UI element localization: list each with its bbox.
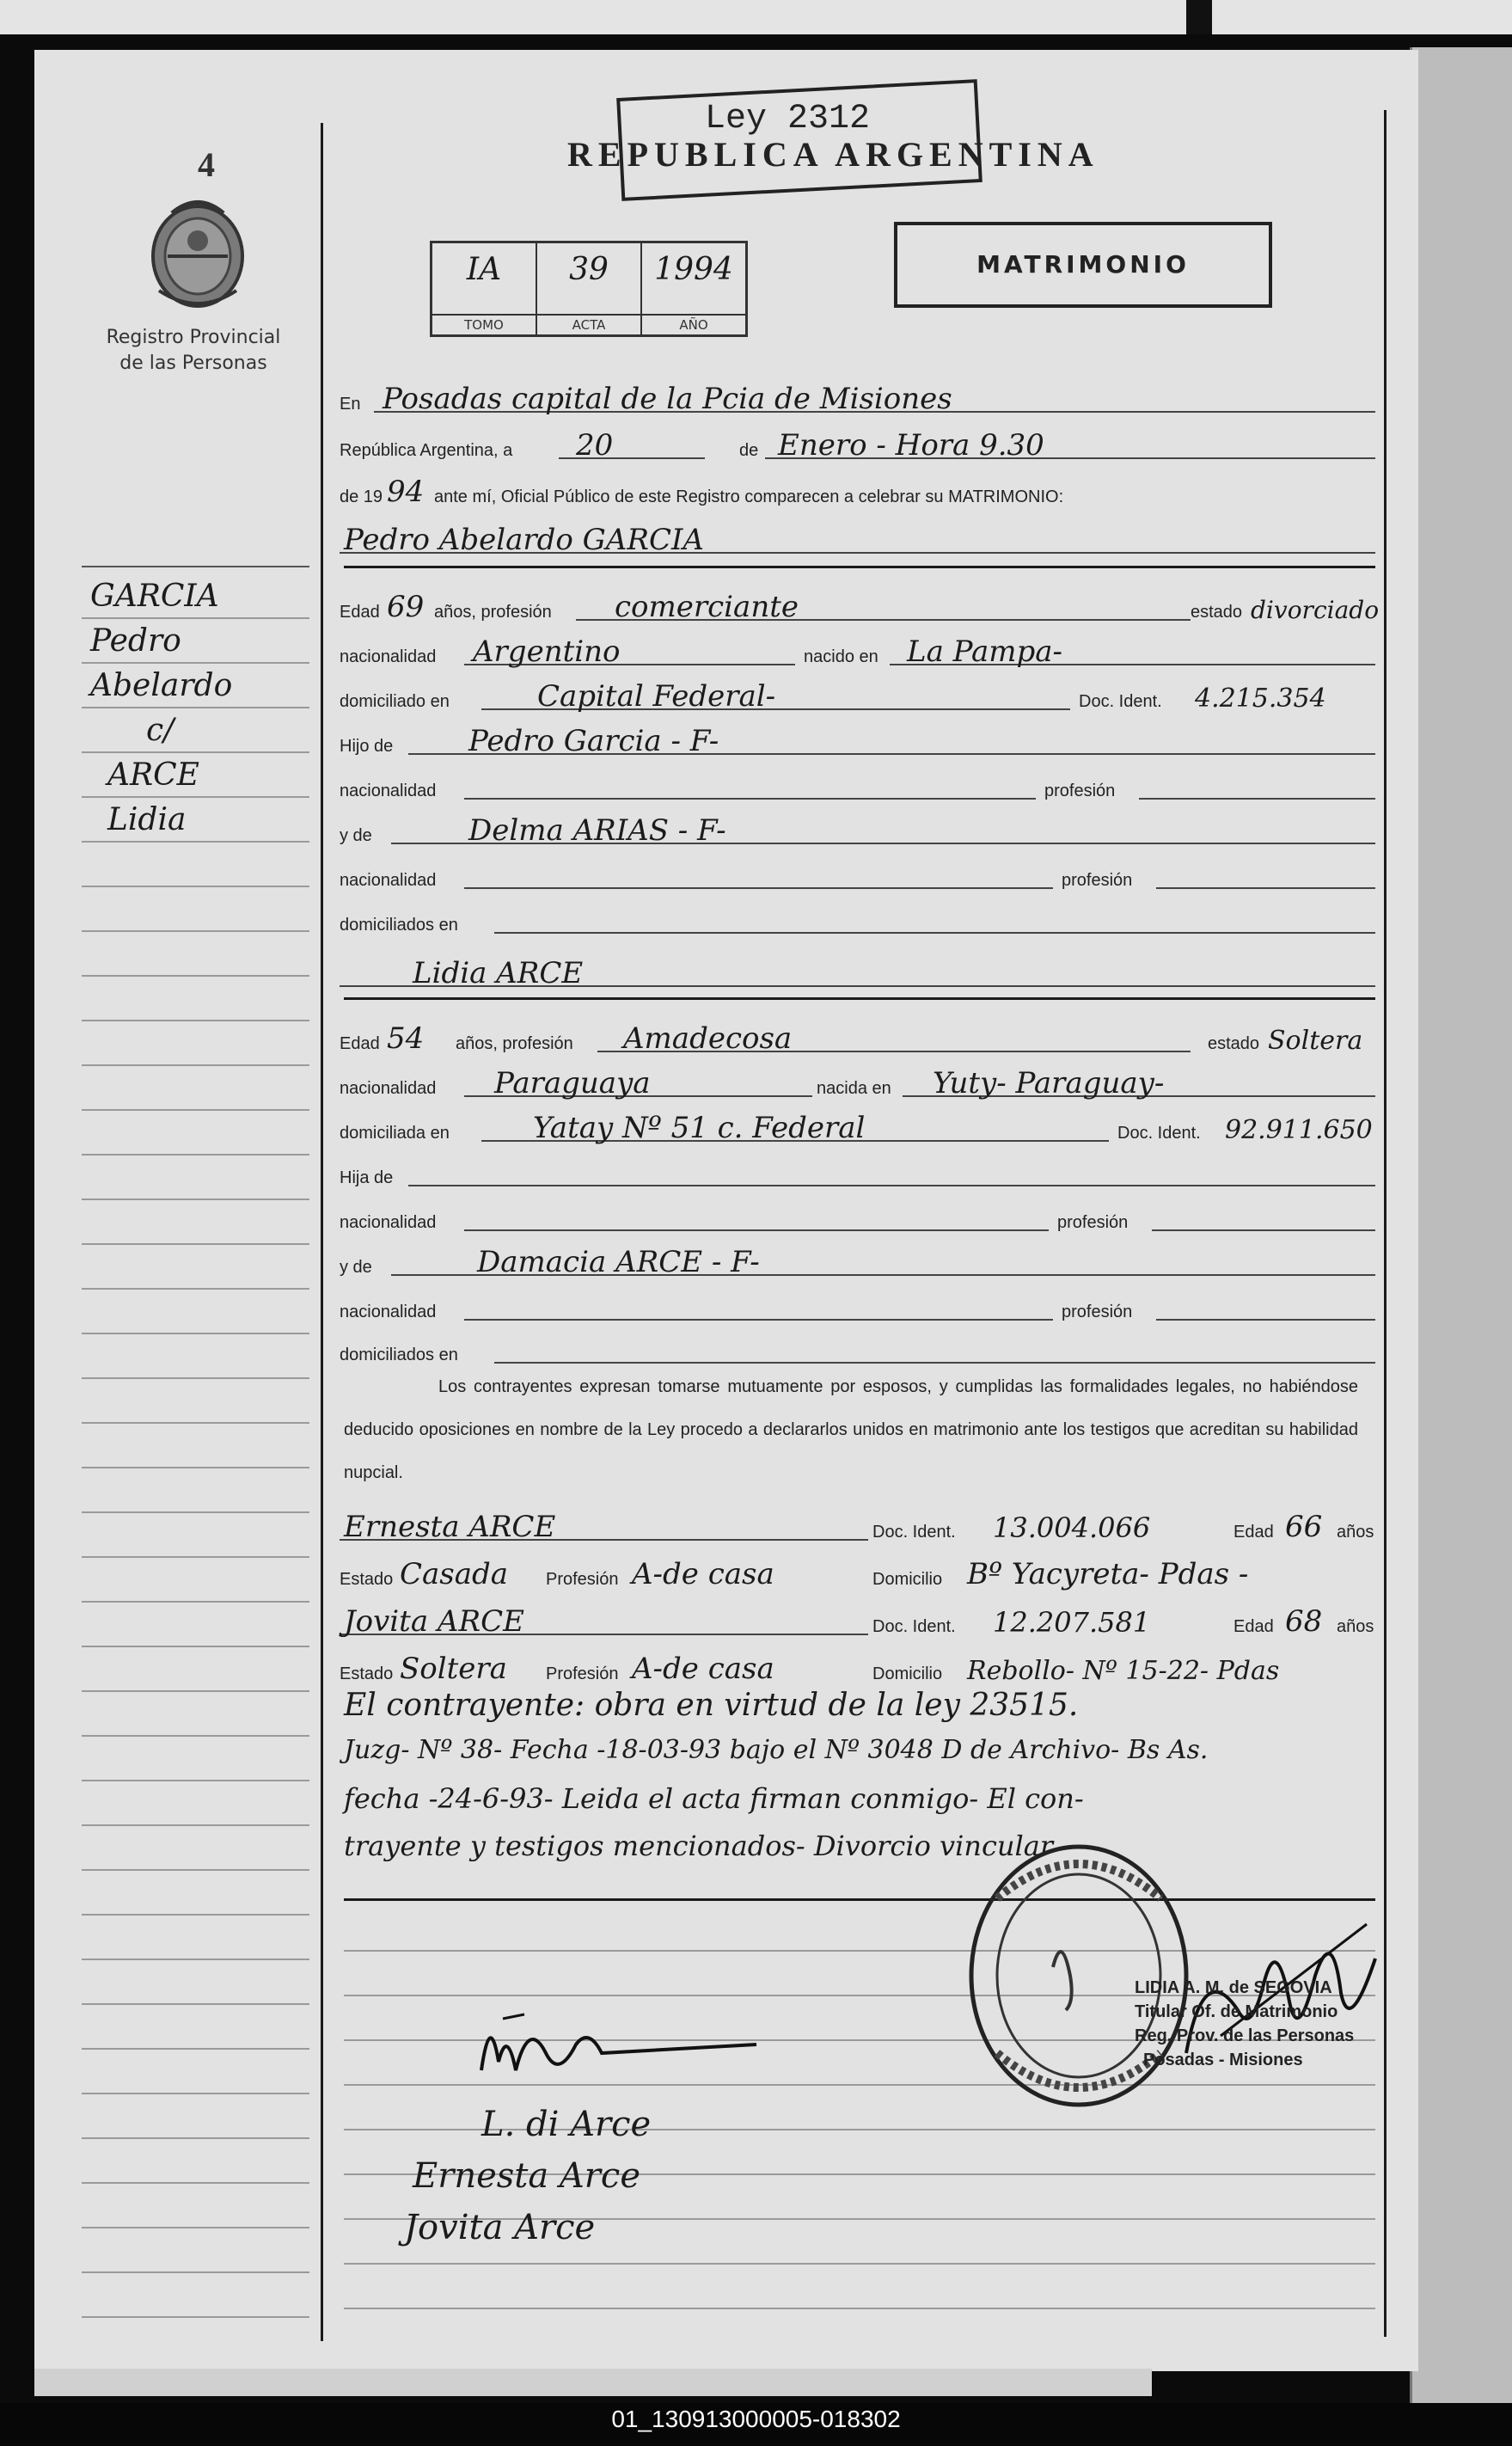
groom-doc: 4.215.354 <box>1195 684 1326 714</box>
page-edge-bottom <box>34 2369 1152 2396</box>
witness2-row <box>340 1597 1375 1640</box>
estado-label: Estado <box>340 1570 394 1589</box>
bride-age: 54 <box>387 1021 425 1056</box>
ceremony-day: 20 <box>576 428 614 463</box>
nacionalidad-label: nacionalidad <box>340 1303 437 1321</box>
official-city-line: Posadas - Misiones <box>1143 2051 1303 2069</box>
margin-rule-line <box>82 2316 309 2318</box>
bride-address: Yatay Nº 51 c. Federal <box>533 1111 866 1145</box>
nacionalidad-label: nacionalidad <box>340 1213 437 1232</box>
ano-label: AÑO <box>642 314 745 334</box>
appearance-statement: ante mí, Oficial Público de este Registro comparecen a celebrar su MATRIMONIO: <box>434 487 1064 506</box>
margin-rule-line <box>82 2003 309 2005</box>
margin-rule-line <box>82 2048 309 2050</box>
bride-doc: 92.911.650 <box>1225 1115 1373 1145</box>
margin-rule-line <box>82 1198 309 1200</box>
margin-name-line: c/ <box>146 713 174 748</box>
groom-address-row <box>340 672 1375 715</box>
groom-father: Pedro Garcia - F- <box>468 724 719 758</box>
bride-birthplace: Yuty- Paraguay- <box>933 1066 1165 1100</box>
doc-label: Doc. Ident. <box>872 1523 956 1542</box>
tomo-value: IA <box>466 252 502 287</box>
acta-value: 39 <box>569 252 609 287</box>
intro-place-row <box>340 375 1375 418</box>
margin-rule-line <box>82 662 309 664</box>
bride-father-nationality-row <box>340 1193 1375 1236</box>
file-identifier: 01_130913000005-018302 <box>611 2406 901 2432</box>
domicilio-label: Domicilio <box>872 1664 943 1683</box>
republic-title: REPUBLICA ARGENTINA <box>567 135 1099 174</box>
margin-rule-line <box>82 707 309 708</box>
margin-rule-line <box>82 1646 309 1647</box>
margin-rule-line <box>82 1467 309 1468</box>
hija-label: Hija de <box>340 1168 394 1187</box>
year-prefix: de 19 <box>340 487 383 506</box>
margin-rule-line <box>82 1869 309 1871</box>
witness1-status: Casada <box>400 1557 509 1591</box>
profesion-label: profesión <box>1062 871 1133 890</box>
margin-name-line: Pedro <box>90 623 181 659</box>
margin-rule-line <box>82 2227 309 2228</box>
note-line: trayente y testigos mencionados- Divorcio vincular <box>344 1830 1054 1862</box>
body-rule-line <box>344 2263 1375 2265</box>
groom-nationality: Argentino <box>473 634 621 669</box>
witness1-row <box>340 1503 1375 1546</box>
section-divider <box>344 997 1375 1000</box>
profesion-label: Profesión <box>546 1664 619 1683</box>
margin-rule <box>321 123 323 2341</box>
declaration-text: Los contrayentes expresan tomarse mutuamente por esposos, y cumplidas las formalidades legales, no habiéndose deducido oposiciones en nombre de la Ley procedo a declararlos unidos en matrimonio ante los testigos que acreditan su habilidad nupcial. <box>344 1377 1358 1482</box>
profesion-label: años, profesión <box>456 1034 573 1053</box>
groom-mother-row <box>340 806 1375 849</box>
margin-rule-line <box>82 2137 309 2139</box>
margin-divider <box>82 566 309 567</box>
witness1-name: Ernesta ARCE <box>344 1510 556 1544</box>
ceremony-place: Posadas capital de la Pcia de Misiones <box>383 382 952 416</box>
notes-divider <box>344 1898 1375 1901</box>
note-line: fecha -24-6-93- Leida el acta firman conmigo- El con- <box>344 1782 1084 1815</box>
en-label: En <box>340 395 361 414</box>
edad-label: Edad <box>340 1034 380 1053</box>
nacionalidad-label: nacionalidad <box>340 782 437 800</box>
bride-profession: Amadecosa <box>623 1021 793 1056</box>
profesion-label: profesión <box>1062 1303 1133 1321</box>
nacionalidad-label: nacionalidad <box>340 871 437 890</box>
bride-name: Lidia ARCE <box>413 956 584 990</box>
margin-rule-line <box>82 2093 309 2094</box>
acta-label: ACTA <box>537 314 640 334</box>
witness1-doc: 13.004.066 <box>993 1511 1151 1544</box>
margin-rule-line <box>82 1511 309 1513</box>
profesion-label: años, profesión <box>434 603 552 622</box>
estado-label: estado <box>1191 603 1243 622</box>
ano-cell <box>642 243 745 334</box>
groom-mother: Delma ARIAS - F- <box>468 813 726 848</box>
ceremony-year: 94 <box>387 475 425 509</box>
nacido-label: nacido en <box>804 647 878 666</box>
doc-label: Doc. Ident. <box>1117 1124 1201 1143</box>
groom-status: divorciado <box>1251 596 1380 624</box>
margin-rule-line <box>82 1288 309 1290</box>
edad-label: Edad <box>1233 1523 1274 1542</box>
republic-date-label: República Argentina, a <box>340 441 513 460</box>
law-stamp-text: Ley 2312 <box>705 100 871 138</box>
tomo-label: TOMO <box>432 314 536 334</box>
margin-rule-line <box>82 930 309 932</box>
witness1-detail-row <box>340 1550 1375 1593</box>
witness1-address: Bº Yacyreta- Pdas - <box>967 1557 1249 1591</box>
groom-address: Capital Federal- <box>537 679 776 714</box>
witness1-profession: A-de casa <box>632 1557 774 1591</box>
groom-mother-nationality-row <box>340 851 1375 894</box>
margin-rule-line <box>82 796 309 798</box>
groom-name-row <box>340 516 1375 559</box>
record-type-box: MATRIMONIO <box>894 222 1272 308</box>
witness2-profession: A-de casa <box>632 1652 774 1686</box>
ceremony-month-hour: Enero - Hora 9.30 <box>778 428 1044 463</box>
profesion-label: profesión <box>1057 1213 1129 1232</box>
registry-name-line1: Registro Provincial <box>106 327 281 348</box>
nacida-label: nacida en <box>817 1079 891 1098</box>
margin-rule-line <box>82 1064 309 1066</box>
profesion-label: profesión <box>1044 782 1116 800</box>
domicilio-label: Domicilio <box>872 1570 943 1589</box>
official-stamp-text <box>1135 1976 1354 2072</box>
margin-rule-line <box>82 1109 309 1111</box>
witness2-address: Rebollo- Nº 15-22- Pdas <box>967 1656 1280 1686</box>
margin-rule-line <box>82 1601 309 1603</box>
edad-label: Edad <box>340 603 380 622</box>
margin-rule-line <box>82 1422 309 1424</box>
groom-age-row <box>340 583 1380 626</box>
official-name-line: LIDIA A. M. de SEGOVIA <box>1135 1978 1332 1997</box>
groom-age: 69 <box>387 590 425 624</box>
intro-year-row <box>340 468 1375 511</box>
margin-rule-line <box>82 1333 309 1334</box>
witness2-name: Jovita ARCE <box>344 1604 524 1639</box>
body-rule-line <box>344 2308 1375 2309</box>
margin-rule-line <box>82 1824 309 1826</box>
bride-age-row <box>340 1015 1375 1057</box>
margin-rule-line <box>82 1154 309 1156</box>
margin-rule-line <box>82 1735 309 1737</box>
bride-parents-address-row <box>340 1326 1375 1369</box>
edad-label: Edad <box>1233 1617 1274 1636</box>
de-label: de <box>739 441 759 460</box>
doc-label: Doc. Ident. <box>1079 692 1162 711</box>
margin-name-line: Abelardo <box>90 668 233 703</box>
bride-mother: Damacia ARCE - F- <box>477 1245 760 1279</box>
witness1-age: 66 <box>1285 1510 1323 1544</box>
yde-label: y de <box>340 826 372 845</box>
witness2-signature: Jovita Arce <box>404 2208 596 2247</box>
nacionalidad-label: nacionalidad <box>340 1079 437 1098</box>
margin-rule-line <box>82 1914 309 1916</box>
acta-cell <box>537 243 642 334</box>
witness2-status: Soltera <box>400 1652 507 1686</box>
doc-label: Doc. Ident. <box>872 1617 956 1636</box>
margin-name-line: ARCE <box>107 757 199 793</box>
page-edge-top <box>0 0 1512 34</box>
section-divider <box>344 566 1375 568</box>
estado-label: Estado <box>340 1664 394 1683</box>
bride-address-row <box>340 1104 1375 1147</box>
bride-father-row <box>340 1149 1375 1192</box>
intro-date-row <box>340 421 1375 464</box>
bride-mother-nationality-row <box>340 1283 1375 1326</box>
provincial-crest-icon <box>138 187 258 316</box>
tomo-cell <box>432 243 537 334</box>
margin-rule-line <box>82 1020 309 1021</box>
ano-value: 1994 <box>654 252 733 287</box>
groom-name: Pedro Abelardo GARCIA <box>344 523 704 557</box>
bride-name-row <box>340 949 1375 992</box>
bride-nationality-row <box>340 1059 1375 1102</box>
anos-label: años <box>1337 1617 1374 1636</box>
witness2-age: 68 <box>1285 1604 1323 1639</box>
margin-rule-line <box>82 1377 309 1379</box>
nacionalidad-label: nacionalidad <box>340 647 437 666</box>
margin-rule-line <box>82 841 309 843</box>
registry-name-line2: de las Personas <box>119 352 267 374</box>
witness1-signature: Ernesta Arce <box>413 2156 640 2196</box>
groom-signature-icon <box>464 1993 774 2096</box>
bride-mother-row <box>340 1238 1375 1281</box>
page-number: 4 <box>198 145 215 184</box>
groom-father-nationality-row <box>340 762 1375 805</box>
margin-rule-line <box>82 751 309 753</box>
bride-signature: L. di Arce <box>481 2105 652 2144</box>
official-registry-line: Reg. Prov. de las Personas <box>1135 2026 1355 2045</box>
domicilio-label: domiciliada en <box>340 1124 450 1143</box>
domicilio-label: domiciliado en <box>340 692 450 711</box>
note-line: El contrayente: obra en virtud de la ley 23515. <box>344 1688 1079 1723</box>
margin-name-line: GARCIA <box>90 579 219 614</box>
bride-status: Soltera <box>1268 1026 1363 1056</box>
margin-rule-line <box>82 2271 309 2273</box>
margin-rule-line <box>82 886 309 887</box>
marriage-certificate-page <box>34 50 1418 2371</box>
margin-rule-line <box>82 1556 309 1558</box>
estado-label: estado <box>1208 1034 1260 1053</box>
reference-table <box>430 241 748 337</box>
profesion-label: Profesión <box>546 1570 619 1589</box>
note-line: Juzg- Nº 38- Fecha -18-03-93 bajo el Nº 3048 D de Archivo- Bs As. <box>344 1735 1209 1765</box>
groom-father-row <box>340 717 1375 760</box>
margin-rule-line <box>82 2182 309 2184</box>
groom-birthplace: La Pampa- <box>907 634 1063 669</box>
witness2-doc: 12.207.581 <box>993 1606 1151 1639</box>
bride-nationality: Paraguaya <box>494 1066 651 1100</box>
yde-label: y de <box>340 1258 372 1277</box>
groom-nationality-row <box>340 628 1375 671</box>
hijo-label: Hijo de <box>340 737 394 756</box>
margin-rule-line <box>82 617 309 619</box>
margin-rule-line <box>82 1959 309 1960</box>
registry-name <box>86 325 301 377</box>
witness2-detail-row <box>340 1645 1375 1688</box>
adjacent-page <box>1410 47 1512 2403</box>
official-title-line: Titular Of. de Matrimonio <box>1135 2002 1338 2021</box>
margin-rule-line <box>82 975 309 977</box>
margin-rule-line <box>82 1780 309 1781</box>
domiciliados-label: domiciliados en <box>340 916 458 935</box>
margin-rule-line <box>82 1690 309 1692</box>
domiciliados-label: domiciliados en <box>340 1346 458 1364</box>
groom-parents-address-row <box>340 896 1375 939</box>
groom-profession: comerciante <box>615 590 799 624</box>
margin-name-line: Lidia <box>107 802 187 837</box>
anos-label: años <box>1337 1523 1374 1542</box>
margin-rule-line <box>82 1243 309 1245</box>
